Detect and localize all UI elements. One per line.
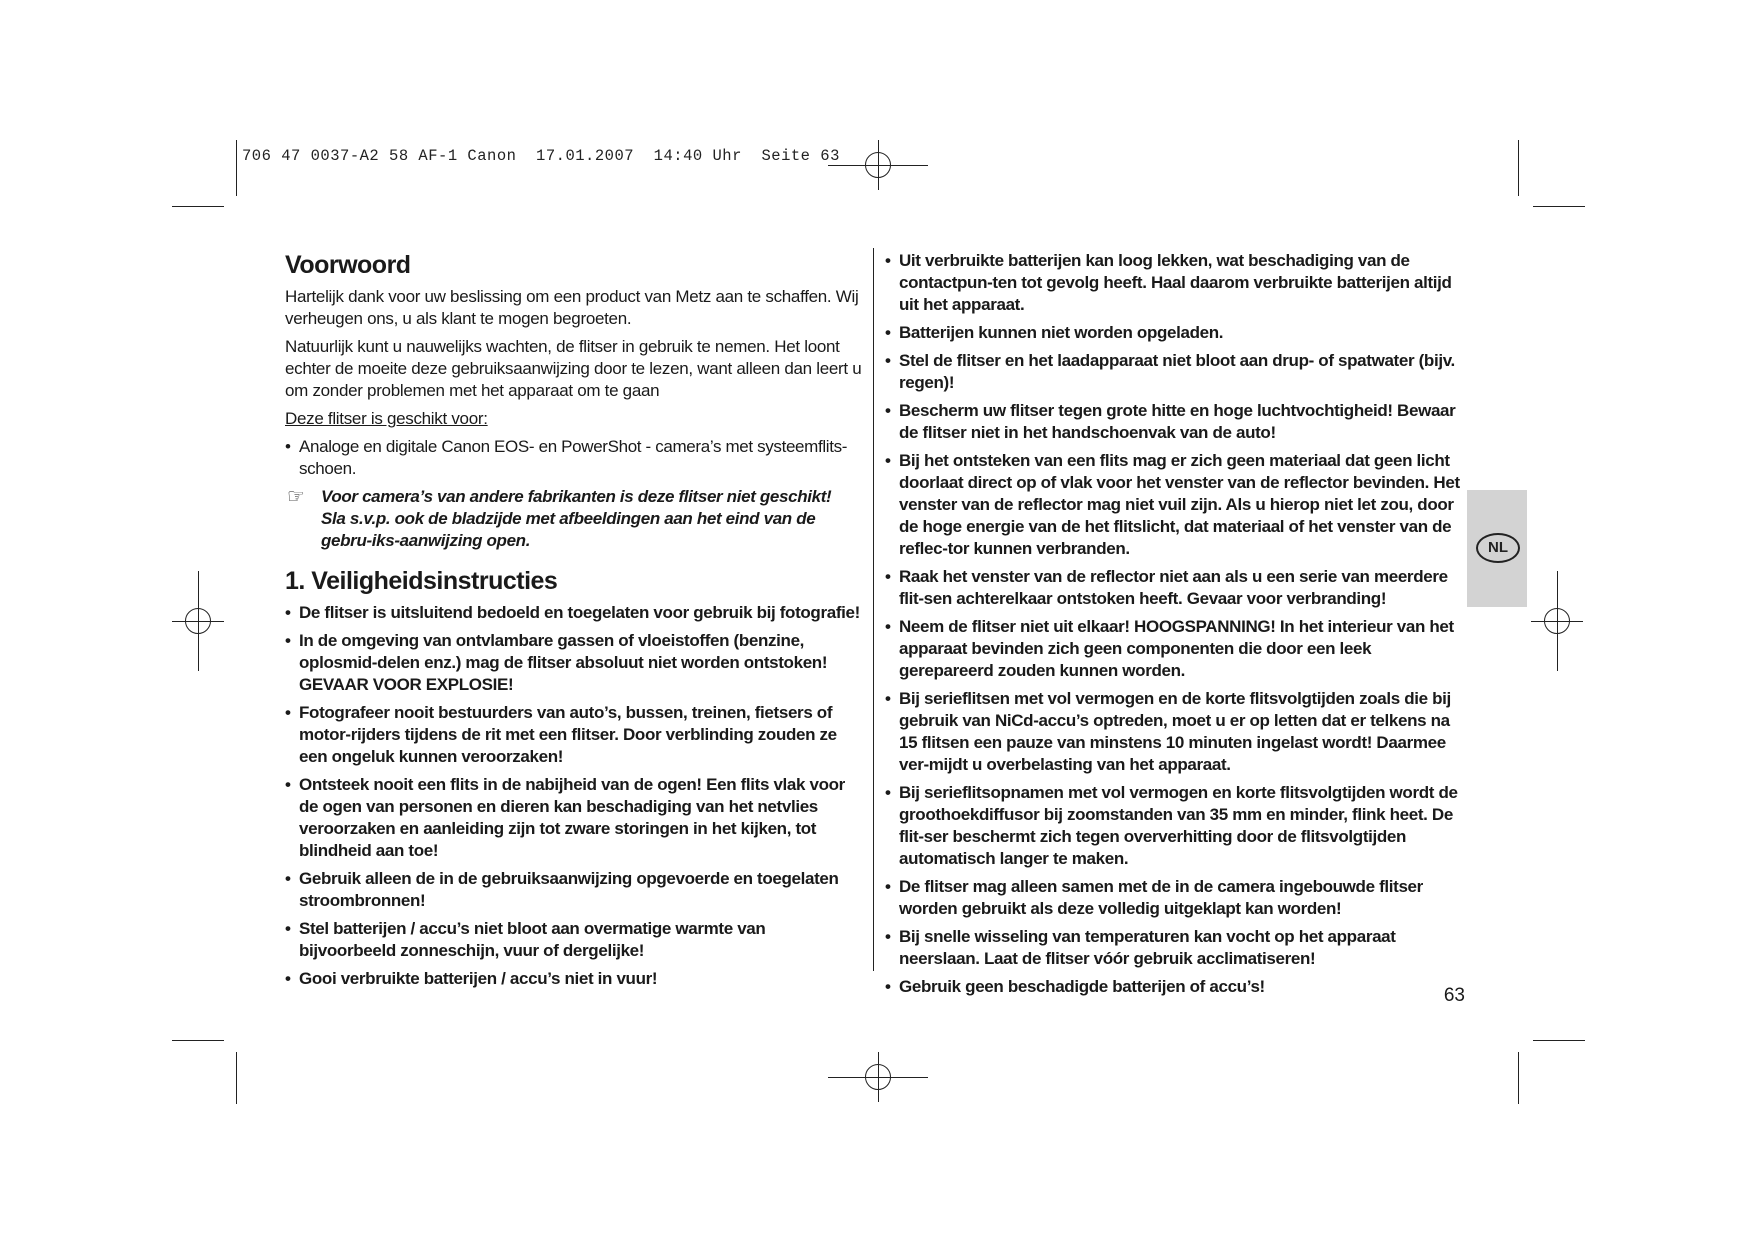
note-line-2: Sla s.v.p. ook de bladzijde met afbeeldingen aan het eind van de gebru-iks-aanwijzing open.: [321, 509, 816, 550]
foreword-paragraph-2: Natuurlijk kunt u nauwelijks wachten, de flitser in gebruik te nemen. Het loont echter de moeite deze gebruiksaanwijzing door te lezen, want alleen dan leert u om zonder problemen met het apparaat om te gaan: [285, 337, 862, 400]
crop-mark-bottom-left-v: [236, 1052, 237, 1104]
list-item: • Bij snelle wisseling van temperaturen kan vocht op het apparaat neerslaan. Laat de flitser vóór gebruik acclimatiseren!: [885, 926, 1465, 970]
list-item: • Bij het ontsteken van een flits mag er zich geen materiaal dat geen licht doorlaat direct op of vlak voor het venster van de reflector bevinden. Het venster van de reflector mag niet vuil zijn. Als u hierop niet let zou, door de hoge energie van de het flitslicht, dat materiaal of het venster van de reflec-tor kunnen verbranden.: [885, 450, 1465, 560]
foreword-heading: Voorwoord: [285, 251, 411, 279]
list-item: • Ontsteek nooit een flits in de nabijheid van de ogen! Een flits vlak voor de ogen van personen en dieren kan beschadiging van het netvlies veroorzaken en aanleiding zijn tot zware storingen in het kijken, tot blindheid aan toe!: [285, 774, 863, 862]
list-item: • Gebruik alleen de in de gebruiksaanwijzing opgevoerde en toegelaten stroombronnen!: [285, 868, 863, 912]
registration-mark-top-circle: [865, 152, 891, 178]
suitable-list: [285, 436, 863, 480]
list-item: • Bij serieflitsopnamen met vol vermogen en korte flitsvolgtijden wordt de groothoekdiffusor bij zoomstanden van 35 mm en minder, flink heet. De flit-ser beschermt zich tegen oververhitting door de flitsvolgtijden automatisch langer te maken.: [885, 782, 1465, 870]
left-column: [285, 250, 863, 996]
list-item: • De flitser mag alleen samen met de in de camera ingebouwde flitser worden gebruikt als deze volledig uitgeklapt kan worden!: [885, 876, 1465, 920]
suitable-label: Deze flitser is geschikt voor:: [285, 409, 488, 428]
print-header: 706 47 0037-A2 58 AF-1 Canon 17.01.2007 14:40 Uhr Seite 63: [242, 147, 840, 165]
list-item: • Fotografeer nooit bestuurders van auto’s, bussen, treinen, fietsers of motor-rijders tijdens de rit met een flitser. Door verblinding zouden ze een ongeluk kunnen veroorzaken!: [285, 702, 863, 768]
list-item: • Analoge en digitale Canon EOS- en PowerShot - camera’s met systeemflits-schoen.: [285, 436, 863, 480]
list-item: • Uit verbruikte batterijen kan loog lekken, wat beschadiging van de contactpun-ten tot gevolg heeft. Haal daarom verbruikte batterijen altijd uit het apparaat.: [885, 250, 1465, 316]
list-item: • Stel de flitser en het laadapparaat niet bloot aan drup- of spatwater (bijv. regen)!: [885, 350, 1465, 394]
safety-heading: 1. Veiligheidsinstructies: [285, 567, 558, 595]
note-block: [285, 486, 863, 552]
crop-mark-bottom-right-v: [1518, 1052, 1519, 1104]
list-item: • De flitser is uitsluitend bedoeld en toegelaten voor gebruik bij fotografie!: [285, 602, 863, 624]
registration-mark-bottom-circle: [865, 1064, 891, 1090]
language-badge: NL: [1476, 533, 1520, 563]
crop-mark-top-left-h: [172, 206, 224, 207]
crop-mark-top-right-v: [1518, 140, 1519, 196]
list-item: • Bij serieflitsen met vol vermogen en de korte flitsvolgtijden zoals die bij gebruik van NiCd-accu’s optreden, moet u er op letten dat er telkens na 15 flitsen een pauze van minstens 10 minuten ingelast wordt! Daarmee ver-mijdt u overbelasting van het apparaat.: [885, 688, 1465, 776]
pointing-hand-icon: ☞: [287, 486, 305, 508]
crop-mark-top-left-v: [236, 140, 237, 196]
list-item: • Raak het venster van de reflector niet aan als u een serie van meerdere flit-sen achterelkaar ontstoken heeft. Gevaar voor verbranding!: [885, 566, 1465, 610]
note-line-1: Voor camera’s van andere fabrikanten is deze flitser niet geschikt!: [321, 487, 832, 506]
list-item: • Neem de flitser niet uit elkaar! HOOGSPANNING! In het interieur van het apparaat bevinden zich geen componenten die door een leek gerepareerd zouden kunnen worden.: [885, 616, 1465, 682]
safety-list-left: [285, 602, 863, 990]
safety-list-right: [885, 250, 1465, 998]
list-item: • In de omgeving van ontvlambare gassen of vloeistoffen (benzine, oplosmid-delen enz.) mag de flitser absoluut niet worden ontstoken! GEVAAR VOOR EXPLOSIE!: [285, 630, 863, 696]
list-item: • Batterijen kunnen niet worden opgeladen.: [885, 322, 1465, 344]
language-tab: [1467, 490, 1527, 607]
crop-mark-bottom-right-h: [1533, 1040, 1585, 1041]
list-item: • Gebruik geen beschadigde batterijen of accu’s!: [885, 976, 1465, 998]
list-item: • Gooi verbruikte batterijen / accu’s niet in vuur!: [285, 968, 863, 990]
list-item: • Bescherm uw flitser tegen grote hitte en hoge luchtvochtigheid! Bewaar de flitser niet in het handschoenvak van de auto!: [885, 400, 1465, 444]
page-number: 63: [1443, 985, 1465, 1006]
column-divider: [873, 248, 874, 971]
registration-mark-left-circle: [185, 608, 211, 634]
crop-mark-top-right-h: [1533, 206, 1585, 207]
right-column: [885, 250, 1465, 1004]
registration-mark-right-circle: [1544, 608, 1570, 634]
foreword-paragraph-1: Hartelijk dank voor uw beslissing om een product van Metz aan te schaffen. Wij verheugen ons, u als klant te mogen begroeten.: [285, 287, 859, 328]
list-item: • Stel batterijen / accu’s niet bloot aan overmatige warmte van bijvoorbeeld zonneschijn, vuur of dergelijke!: [285, 918, 863, 962]
crop-mark-bottom-left-h: [172, 1040, 224, 1041]
